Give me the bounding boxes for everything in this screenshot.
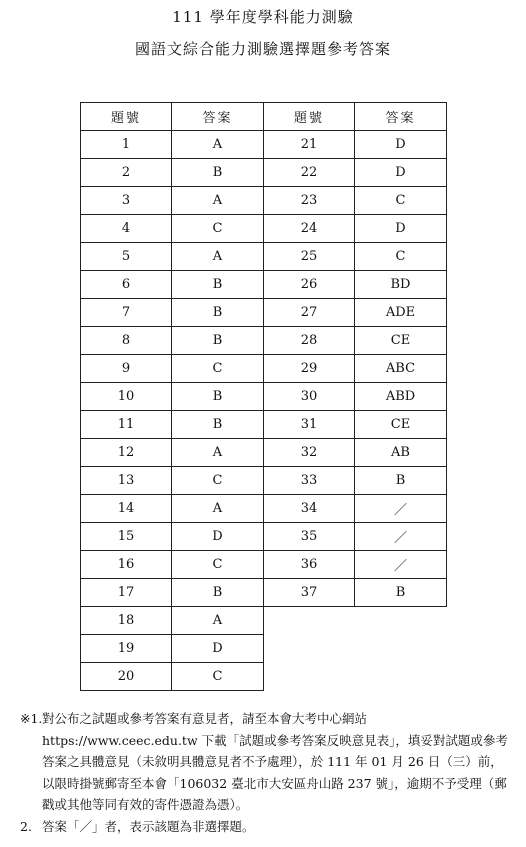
question-number-cell: 28 (264, 327, 355, 355)
table-row (81, 187, 447, 215)
question-number-cell: 35 (264, 523, 355, 551)
answer-cell: CE (355, 327, 447, 355)
answer-cell: ADE (355, 299, 447, 327)
answer-cell: A (172, 243, 264, 271)
question-number-cell: 27 (264, 299, 355, 327)
question-number-cell: 13 (81, 467, 172, 495)
table-row (81, 355, 447, 383)
table-row (81, 411, 447, 439)
question-number-cell: 3 (81, 187, 172, 215)
answer-cell: D (172, 635, 264, 663)
question-number-cell: 32 (264, 439, 355, 467)
empty-cell (355, 635, 447, 663)
question-number-cell: 12 (81, 439, 172, 467)
answer-cell: C (172, 215, 264, 243)
answer-cell: B (172, 159, 264, 187)
answer-cell: B (172, 271, 264, 299)
answer-cell: B (172, 383, 264, 411)
question-number-cell: 26 (264, 271, 355, 299)
answer-cell: A (172, 439, 264, 467)
question-number-cell: 17 (81, 579, 172, 607)
question-number-cell: 19 (81, 635, 172, 663)
answer-cell: ／ (355, 523, 447, 551)
question-number-cell: 30 (264, 383, 355, 411)
answer-cell: ／ (355, 495, 447, 523)
column-header-question-no: 題號 (81, 103, 172, 131)
question-number-cell: 6 (81, 271, 172, 299)
answer-cell: BD (355, 271, 447, 299)
empty-cell (264, 607, 355, 635)
table-header-row (81, 103, 447, 131)
answer-cell: B (172, 579, 264, 607)
table-row (81, 159, 447, 187)
question-number-cell: 4 (81, 215, 172, 243)
question-number-cell: 2 (81, 159, 172, 187)
empty-cell (355, 663, 447, 691)
answer-cell: C (172, 551, 264, 579)
table-row (81, 635, 447, 663)
notes-section (20, 708, 514, 837)
column-header-question-no-2: 題號 (264, 103, 355, 131)
answer-cell: B (172, 411, 264, 439)
answer-cell: D (355, 215, 447, 243)
question-number-cell: 18 (81, 607, 172, 635)
question-number-cell: 36 (264, 551, 355, 579)
answer-cell: C (172, 663, 264, 691)
question-number-cell: 21 (264, 131, 355, 159)
table-row (81, 327, 447, 355)
table-row (81, 383, 447, 411)
page-title: 111 學年度學科能力測驗 (172, 8, 354, 26)
answer-cell: D (355, 159, 447, 187)
question-number-cell: 8 (81, 327, 172, 355)
question-number-cell: 33 (264, 467, 355, 495)
question-number-cell: 14 (81, 495, 172, 523)
note-1-mark: ※1. (20, 711, 43, 726)
answer-table (80, 102, 447, 691)
table-row (81, 579, 447, 607)
note-2-mark: 2. (20, 818, 32, 834)
answer-cell: ／ (355, 551, 447, 579)
question-number-cell: 34 (264, 495, 355, 523)
table-row (81, 439, 447, 467)
answer-cell: C (355, 187, 447, 215)
column-header-answer-2: 答案 (355, 103, 447, 131)
question-number-cell: 15 (81, 523, 172, 551)
answer-cell: A (172, 131, 264, 159)
table-row (81, 467, 447, 495)
note-2-text: 答案「／」者，表示該題為非選擇題。 (42, 818, 255, 834)
note-1 (20, 708, 514, 816)
table-row (81, 551, 447, 579)
answer-cell: ABD (355, 383, 447, 411)
question-number-cell: 23 (264, 187, 355, 215)
question-number-cell: 10 (81, 383, 172, 411)
empty-cell (264, 663, 355, 691)
question-number-cell: 25 (264, 243, 355, 271)
answer-cell: B (355, 579, 447, 607)
answer-cell: ABC (355, 355, 447, 383)
table-row (81, 243, 447, 271)
empty-cell (264, 635, 355, 663)
note-1-text: 對公布之試題或參考答案有意見者，請至本會大考中心網站 https://www.ceec.edu.tw 下載「試題或參考答案反映意見表」，填妥對試題或參考答案之具體意見（未敘明具體意見者不予處理），於 111 年 01 月 26 日（三）前，以限時掛號郵寄至本會「106032 臺北市大安區舟山路 237 號」，逾期不予受理（郵戳或其他等同有效的寄件憑證為憑）。 (42, 711, 508, 812)
column-header-answer: 答案 (172, 103, 264, 131)
table-row (81, 607, 447, 635)
question-number-cell: 16 (81, 551, 172, 579)
answer-cell: A (172, 495, 264, 523)
question-number-cell: 29 (264, 355, 355, 383)
answer-cell: C (355, 243, 447, 271)
question-number-cell: 9 (81, 355, 172, 383)
table-row (81, 663, 447, 691)
table-row (81, 523, 447, 551)
question-number-cell: 1 (81, 131, 172, 159)
answer-cell: A (172, 607, 264, 635)
table-row (81, 495, 447, 523)
answer-cell: C (172, 467, 264, 495)
question-number-cell: 37 (264, 579, 355, 607)
answer-cell: D (355, 131, 447, 159)
answer-table-body (81, 131, 447, 691)
table-row (81, 131, 447, 159)
answer-cell: B (172, 327, 264, 355)
table-row (81, 299, 447, 327)
table-row (81, 271, 447, 299)
answer-cell: B (172, 299, 264, 327)
answer-cell: C (172, 355, 264, 383)
answer-cell: B (355, 467, 447, 495)
question-number-cell: 11 (81, 411, 172, 439)
question-number-cell: 31 (264, 411, 355, 439)
question-number-cell: 24 (264, 215, 355, 243)
page-subtitle: 國語文綜合能力測驗選擇題參考答案 (134, 40, 391, 58)
question-number-cell: 22 (264, 159, 355, 187)
table-row (81, 215, 447, 243)
empty-cell (355, 607, 447, 635)
answer-cell: A (172, 187, 264, 215)
answer-cell: AB (355, 439, 447, 467)
answer-cell: CE (355, 411, 447, 439)
question-number-cell: 5 (81, 243, 172, 271)
note-2 (20, 816, 514, 838)
answer-cell: D (172, 523, 264, 551)
question-number-cell: 7 (81, 299, 172, 327)
question-number-cell: 20 (81, 663, 172, 691)
